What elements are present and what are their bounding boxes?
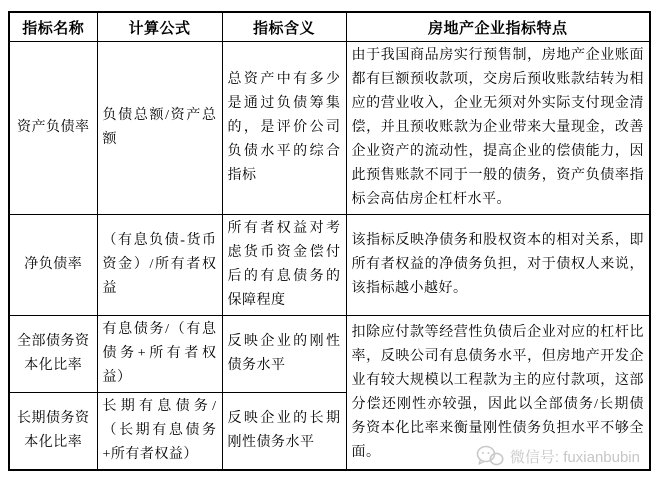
watermark — [476, 445, 640, 467]
table-row — [9, 316, 650, 393]
cell-formula: （有息负债-货币资金）/所有者权益 — [97, 215, 222, 316]
cell-formula: 有息债务/（有息债务+所有者权益） — [97, 316, 222, 393]
cell-formula: 长期有息债务/（长期有息债务+所有者权益） — [97, 393, 222, 471]
header-indicator-name: 指标名称 — [9, 12, 97, 42]
cell-feature: 该指标反映净债务和股权资本的相对关系，即所有者权益的净债务负担，对于债权人来说，该指标越小越好。 — [346, 215, 650, 316]
watermark-label: 微信号: fuxianbubin — [509, 448, 640, 466]
cell-meaning: 总资产中有多少是通过负债筹集的，是评价公司负债水平的综合指标 — [222, 42, 346, 215]
cell-indicator-name: 全部债务资本化比率 — [9, 316, 97, 393]
cell-meaning: 反映企业的刚性债务水平 — [222, 316, 346, 393]
cell-feature: 由于我国商品房实行预售制，房地产企业账面都有巨额预收款项，交房后预收账款结转为相应的营业收入，企业无须对外实际支付现金清偿，并且预收账款为企业带来大量现金，改善企业资产的流动性，提高企业的偿债能力，因此预售账款不同于一般的债务，资产负债率指标会高估房企杠杆水平。 — [346, 42, 650, 215]
indicator-table — [8, 11, 651, 471]
indicator-table-container — [8, 11, 651, 471]
cell-indicator-name: 长期债务资本化比率 — [9, 393, 97, 471]
cell-indicator-name: 净负债率 — [9, 215, 97, 316]
cell-meaning: 反映企业的长期刚性债务水平 — [222, 393, 346, 471]
header-indicator-meaning: 指标含义 — [222, 12, 346, 42]
cell-formula: 负债总额/资产总额 — [97, 42, 222, 215]
cell-feature-merged: 扣除应付款等经营性负债后企业对应的杠杆比率，反映公司有息债务水平，但房地产开发企业有较大规模以工程款为主的应付款项，这部分偿还刚性亦较强，因此以全部债务/长期债务资本化比率来衡量刚性债务负担水平不够全面。 — [346, 316, 650, 471]
header-calc-formula: 计算公式 — [97, 12, 222, 42]
cell-indicator-name: 资产负债率 — [9, 42, 97, 215]
table-row — [9, 215, 650, 316]
table-row — [9, 42, 650, 215]
table-header-row — [9, 12, 650, 42]
wechat-icon — [476, 445, 504, 467]
header-realestate-feature: 房地产企业指标特点 — [346, 12, 650, 42]
cell-meaning: 所有者权益对考虑货币资金偿付后的有息债务的保障程度 — [222, 215, 346, 316]
